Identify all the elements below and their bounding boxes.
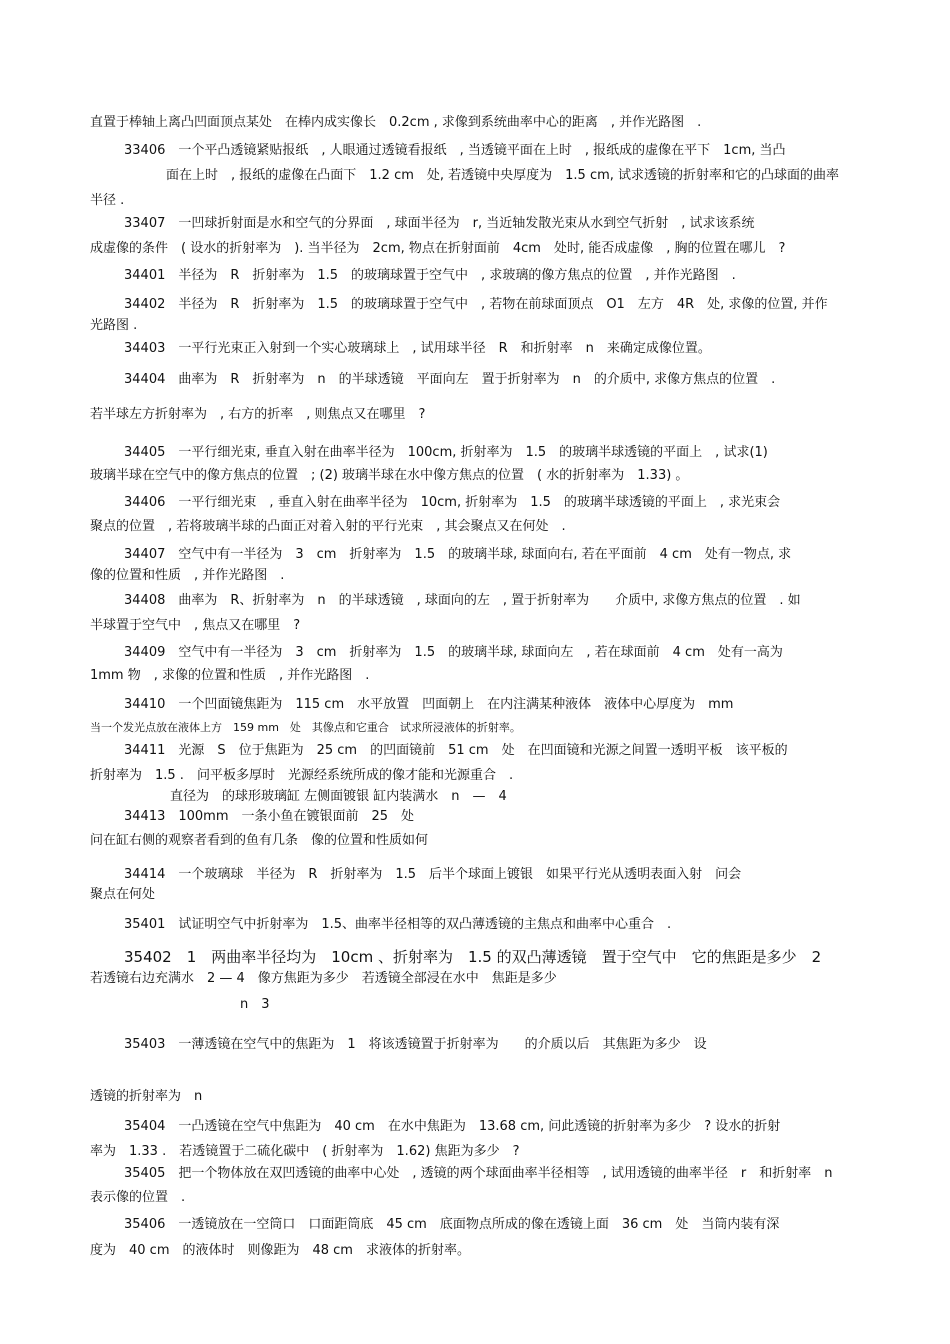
text-line: 聚点的位置 , 若将玻璃半球的凸面正对着入射的平行光束 , 其会聚点又在何处 . [90, 519, 566, 534]
text-line: 若透镜右边充满水 2 — 4 像方焦距为多少 若透镜全部浸在水中 焦距是多少 [90, 971, 557, 986]
text-line: 34402 半径为 R 折射率为 1.5 的玻璃球置于空气中 , 若物在前球面顶点 O1 左方 4R 处, 求像的位置, 并作 [124, 297, 828, 312]
text-line: 半球置于空气中 , 焦点又在哪里 ? [90, 618, 301, 633]
text-line: 33407 一凹球折射面是水和空气的分界面 , 球面半径为 r, 当近轴发散光束从水到空气折射 , 试求该系统 [124, 216, 755, 231]
text-line: 若半球左方折射率为 , 右方的折率 , 则焦点又在哪里 ? [90, 407, 426, 422]
text-line: 35405 把一个物体放在双凹透镜的曲率中心处 , 透镜的两个球面曲率半径相等 , 试用透镜的曲率半径 r 和折射率 n [124, 1166, 833, 1181]
text-line: 1mm 物 , 求像的位置和性质 , 并作光路图 . [90, 668, 370, 683]
text-line: 34407 空气中有一半径为 3 cm 折射率为 1.5 的玻璃半球, 球面向右, 若在平面前 4 cm 处有一物点, 求 [124, 547, 792, 562]
text-line: 34411 光源 S 位于焦距为 25 cm 的凹面镜前 51 cm 处 在凹面镜和光源之间置一透明平板 该平板的 [124, 743, 788, 758]
text-line: 35401 试证明空气中折射率为 1.5、曲率半径相等的双凸薄透镜的主焦点和曲率中心重合 . [124, 917, 672, 932]
text-line: 透镜的折射率为 n [90, 1089, 203, 1104]
text-line: n 3 [240, 997, 270, 1012]
text-line: 34401 半径为 R 折射率为 1.5 的玻璃球置于空气中 , 求玻璃的像方焦点的位置 , 并作光路图 . [124, 268, 736, 283]
text-line: 34408 曲率为 R、折射率为 n 的半球透镜 , 球面向的左 , 置于折射率为 介质中, 求像方焦点的位置 . 如 [124, 593, 801, 608]
text-line: 折射率为 1.5 . 问平板多厚时 光源经系统所成的像才能和光源重合 . [90, 768, 514, 783]
text-line: 34413 100mm 一条小鱼在镀银面前 25 处 [124, 809, 415, 824]
text-line: 34404 曲率为 R 折射率为 n 的半球透镜 平面向左 置于折射率为 n 的介质中, 求像方焦点的位置 . [124, 372, 776, 387]
text-line: 34410 一个凹面镜焦距为 115 cm 水平放置 凹面朝上 在内注满某种液体 液体中心厚度为 mm [124, 697, 734, 712]
text-line: 直径为 的球形玻璃缸 左侧面镀银 缸内装满水 n — 4 [170, 789, 507, 804]
text-line: 玻璃半球在空气中的像方焦点的位置 ; (2) 玻璃半球在水中像方焦点的位置 ( 水的折射率为 1.33) 。 [90, 468, 689, 483]
text-line: 34414 一个玻璃球 半径为 R 折射率为 1.5 后半个球面上镀银 如果平行光从透明表面入射 问会 [124, 867, 742, 882]
text-line: 当一个发光点放在液体上方 159 mm 处 其像点和它重合 试求所浸液体的折射率。 [90, 721, 521, 734]
text-line: 半径 . [90, 193, 125, 208]
text-line: 35402 1 两曲率半径均为 10cm 、折射率为 1.5 的双凸薄透镜 置于空气中 它的焦距是多少 2 [124, 948, 822, 966]
text-line: 表示像的位置 . [90, 1190, 186, 1205]
text-line: 35404 一凸透镜在空气中焦距为 40 cm 在水中焦距为 13.68 cm, 问此透镜的折射率为多少 ? 设水的折射 [124, 1119, 781, 1134]
text-line: 35406 一透镜放在一空筒口 口面距筒底 45 cm 底面物点所成的像在透镜上面 36 cm 处 当筒内装有深 [124, 1217, 780, 1232]
text-line: 35403 一薄透镜在空气中的焦距为 1 将该透镜置于折射率为 的介质以后 其焦距为多少 设 [124, 1037, 707, 1052]
text-line: 光路图 . [90, 318, 138, 333]
text-line: 聚点在何处 [90, 887, 156, 902]
text-line: 面在上时 , 报纸的虚像在凸面下 1.2 cm 处, 若透镜中央厚度为 1.5 cm, 试求透镜的折射率和它的凸球面的曲率 [166, 168, 840, 183]
text-line: 直置于棒轴上离凸凹面顶点某处 在棒内成实像长 0.2cm , 求像到系统曲率中心的距离 , 并作光路图 . [90, 115, 702, 130]
text-line: 33406 一个平凸透镜紧贴报纸 , 人眼通过透镜看报纸 , 当透镜平面在上时 , 报纸成的虚像在平下 1cm, 当凸 [124, 143, 786, 158]
text-line: 度为 40 cm 的液体时 则像距为 48 cm 求液体的折射率。 [90, 1243, 470, 1258]
text-line: 像的位置和性质 , 并作光路图 . [90, 568, 285, 583]
text-line: 34406 一平行细光束 , 垂直入射在曲率半径为 10cm, 折射率为 1.5 的玻璃半球透镜的平面上 , 求光束会 [124, 495, 781, 510]
text-line: 34409 空气中有一半径为 3 cm 折射率为 1.5 的玻璃半球, 球面向左 , 若在球面前 4 cm 处有一高为 [124, 645, 783, 660]
text-line: 34405 一平行细光束, 垂直入射在曲率半径为 100cm, 折射率为 1.5 的玻璃半球透镜的平面上 , 试求(1) [124, 445, 768, 460]
text-line: 问在缸右侧的观察者看到的鱼有几条 像的位置和性质如何 [90, 833, 429, 848]
text-line: 率为 1.33 . 若透镜置于二硫化碳中 ( 折射率为 1.62) 焦距为多少 ? [90, 1144, 520, 1159]
text-line: 34403 一平行光束正入射到一个实心玻璃球上 , 试用球半径 R 和折射率 n 来确定成像位置。 [124, 341, 711, 356]
text-line: 成虚像的条件 ( 设水的折射率为 ). 当半径为 2cm, 物点在折射面前 4cm 处时, 能否成虚像 , 胸的位置在哪儿 ? [90, 241, 786, 256]
